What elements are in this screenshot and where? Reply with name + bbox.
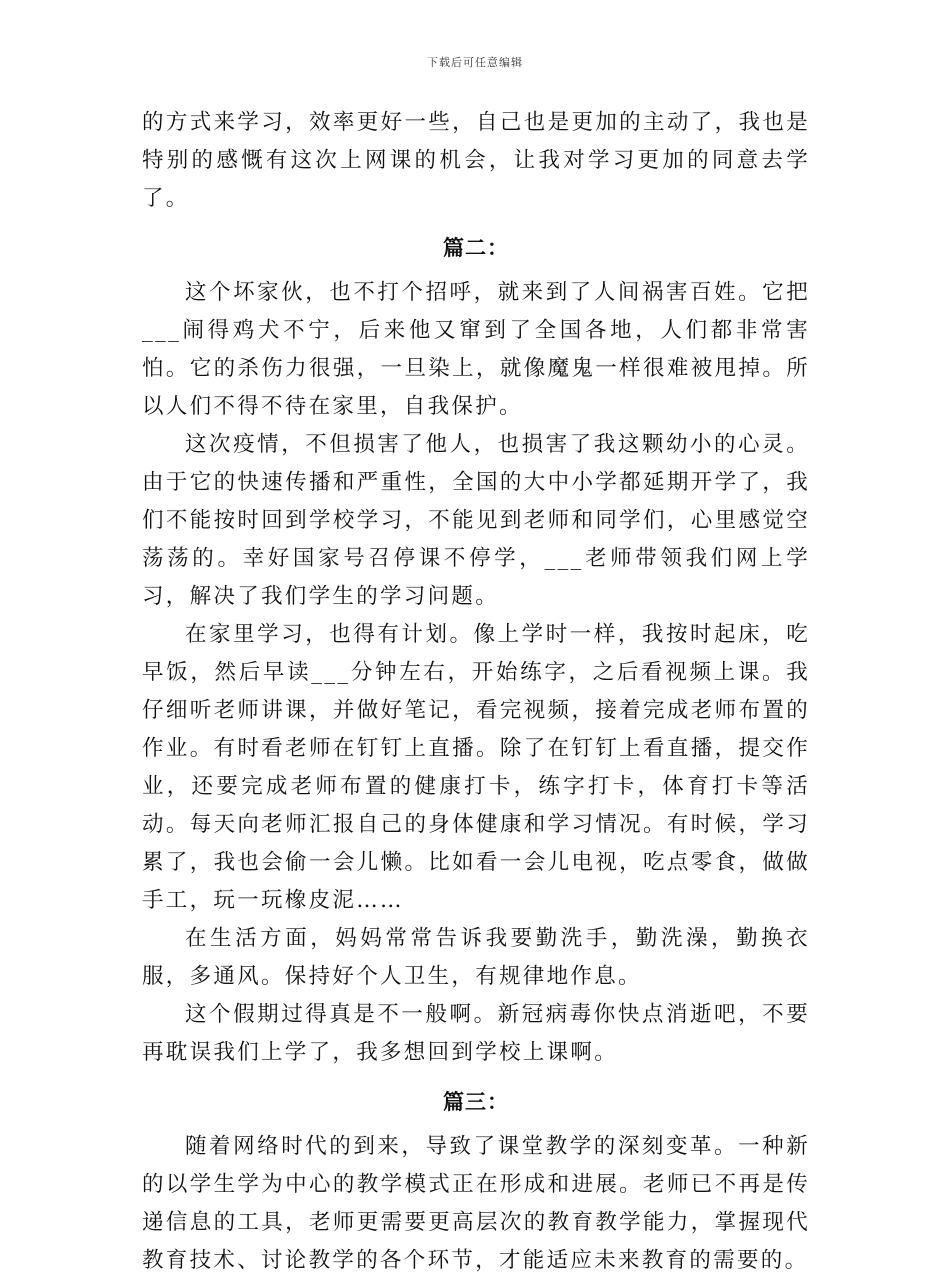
document-body [142,104,810,1280]
section2-paragraph-1: 这个坏家伙，也不打个招呼，就来到了人间祸害百姓。它把___闹得鸡犬不宁，后来他又窜到了全国各地，人们都非常害怕。它的杀伤力很强，一旦染上，就像魔鬼一样很难被甩掉。所以人们不得不待在家里，自我保护。 [142,280,810,419]
page-header: 下载后可任意编辑 [427,56,523,69]
section2-paragraph-2: 这次疫情，不但损害了他人，也损害了我这颗幼小的心灵。由于它的快速传播和严重性，全国的大中小学都延期开学了，我们不能按时回到学校学习，不能见到老师和同学们，心里感觉空荡荡的。幸好国家号召停课不停学，___老师带领我们网上学习，解决了我们学生的学习问题。 [142,432,810,609]
section-heading-3: 篇三： [443,1089,509,1114]
section2-paragraph-5: 这个假期过得真是不一般啊。新冠病毒你快点消逝吧，不要再耽误我们上学了，我多想回到学校上课啊。 [142,1002,810,1065]
section-heading-2: 篇二： [443,235,509,260]
section2-paragraph-4: 在生活方面，妈妈常常告诉我要勤洗手，勤洗澡，勤换衣服，多通风。保持好个人卫生，有规律地作息。 [142,926,810,989]
intro-paragraph: 的方式来学习，效率更好一些，自己也是更加的主动了，我也是特别的感慨有这次上网课的机会，让我对学习更加的同意去学了。 [142,110,810,211]
section2-paragraph-3: 在家里学习，也得有计划。像上学时一样，我按时起床，吃早饭，然后早读___分钟左右，开始练字，之后看视频上课。我仔细听老师讲课，并做好笔记，看完视频，接着完成老师布置的作业。有时看老师在钉钉上直播。除了在钉钉上看直播，提交作业，还要完成老师布置的健康打卡，练字打卡，体育打卡等活动。每天向老师汇报自己的身体健康和学习情况。有时候，学习累了，我也会偷一会儿懒。比如看一会儿电视，吃点零食，做做手工，玩一玩橡皮泥…… [142,622,810,913]
section3-paragraph-1: 随着网络时代的到来，导致了课堂教学的深刻变革。一种新的以学生学为中心的教学模式正在形成和进展。老师已不再是传递信息的工具，老师更需要更高层次的教育教学能力，掌握现代教育技术、讨论教学的各个环节，才能适应未来教育的需要的。 [142,1134,810,1273]
